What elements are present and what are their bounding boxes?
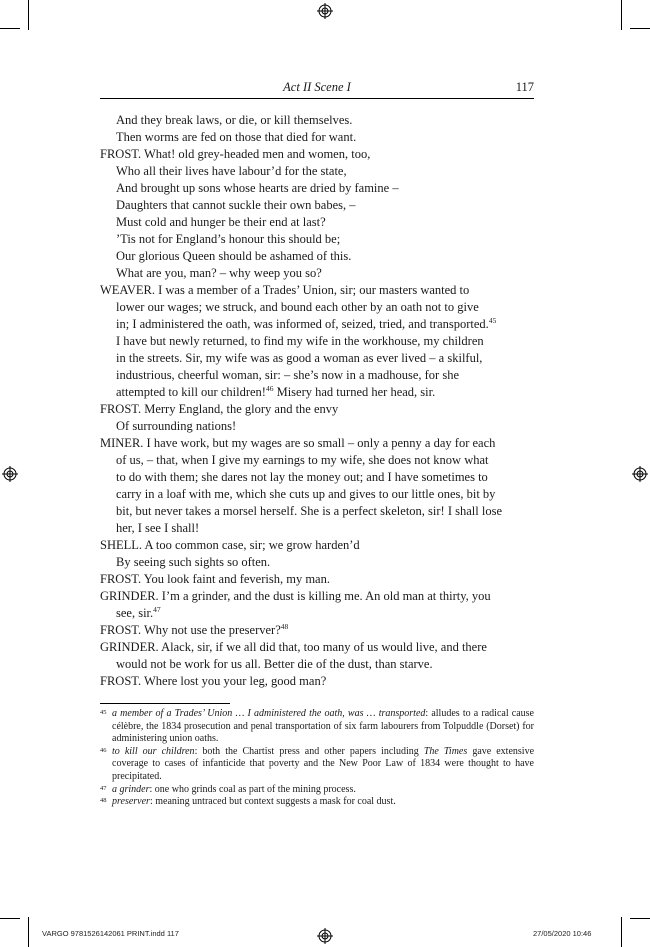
text-line	[100, 537, 540, 554]
crop-mark	[28, 917, 29, 947]
text-line	[100, 163, 540, 180]
text-segment: Of surrounding nations!	[116, 419, 237, 433]
text-line	[100, 248, 540, 265]
text-segment: By seeing such sights so often.	[116, 555, 271, 569]
italic-text: The Times	[423, 745, 468, 757]
text-segment: MINER. I have work, but my wages are so small – only a penny a day for each	[100, 436, 496, 450]
text-line	[100, 639, 540, 656]
text-segment: Daughters that cannot suckle their own babes, –	[116, 198, 356, 212]
registration-mark-icon	[317, 928, 333, 944]
footnote-number: 47	[100, 784, 107, 792]
text-segment: see, sir.	[116, 606, 154, 620]
text-line	[100, 146, 540, 163]
italic-text: to kill our children	[112, 745, 195, 757]
text-segment: her, I see I shall!	[116, 521, 200, 535]
text-line	[100, 469, 540, 486]
text-line	[100, 452, 540, 469]
text-line	[100, 435, 540, 452]
text-segment: Our glorious Queen should be ashamed of this.	[116, 249, 352, 263]
page-number: 117	[515, 80, 534, 94]
text-line	[100, 231, 540, 248]
text-segment: attempted to kill our children!	[116, 385, 266, 399]
text-line	[100, 588, 540, 605]
text-line	[100, 350, 540, 367]
registration-mark-icon	[2, 466, 18, 482]
crop-mark	[630, 28, 650, 29]
text-line	[100, 333, 540, 350]
text-line	[100, 571, 540, 588]
text-line	[100, 503, 540, 520]
text-segment: And they break laws, or die, or kill themselves.	[116, 113, 353, 127]
text-segment: lower our wages; we struck, and bound each other by an oath not to give	[116, 300, 479, 314]
text-line	[100, 214, 540, 231]
text-segment: And brought up sons whose hearts are dried by famine –	[116, 181, 399, 195]
text-line	[100, 486, 540, 503]
italic-text: a member of a Trades’ Union … I administered the oath, was … transported	[112, 708, 426, 719]
text-line	[100, 316, 540, 333]
text-line	[100, 129, 540, 146]
running-header-title: Act II Scene I	[283, 80, 351, 94]
text-segment: industrious, cheerful woman, sir: – she’s now in a madhouse, for she	[116, 368, 459, 382]
play-text	[100, 112, 540, 690]
text-line	[100, 112, 540, 129]
text-segment: : both the Chartist press and other papers including	[194, 745, 424, 757]
text-line	[100, 622, 540, 639]
text-segment: bit, but never takes a morsel herself. She is a perfect skeleton, sir! I shall lose	[116, 504, 502, 518]
italic-text: preserver	[112, 796, 150, 808]
crop-mark	[630, 918, 650, 919]
crop-mark	[0, 28, 20, 29]
text-segment: in; I administered the oath, was informed of, seized, tried, and transported.	[116, 317, 489, 331]
text-line	[100, 520, 540, 537]
text-line	[100, 299, 540, 316]
text-line	[100, 656, 540, 673]
footnote-rule	[100, 703, 230, 704]
text-segment: gave extensive coverage to cases of infanticide that poverty and the New Poor Law of 1834 were thought to have precipitated.	[112, 745, 535, 782]
text-segment: GRINDER. I’m a grinder, and the dust is killing me. An old man at thirty, you	[100, 589, 491, 603]
text-segment: I have but newly returned, to find my wife in the workhouse, my children	[116, 334, 484, 348]
text-segment: WEAVER. I was a member of a Trades’ Union, sir; our masters wanted to	[100, 283, 470, 297]
footnote-number: 46	[100, 746, 107, 754]
text-line	[100, 197, 540, 214]
registration-mark-icon	[317, 3, 333, 19]
slug-date: 27/05/2020 10:46	[533, 929, 592, 938]
text-line	[100, 282, 540, 299]
footnotes	[100, 708, 534, 809]
text-segment: would not be work for us all. Better die of the dust, than starve.	[116, 657, 433, 671]
crop-mark	[621, 917, 622, 947]
text-segment: FROST. Where lost you your leg, good man?	[100, 674, 327, 688]
slug-file: VARGO 9781526142061 PRINT.indd 117	[42, 929, 179, 938]
text-segment: carry in a loaf with me, which she cuts up and gives to our little ones, bit by	[116, 487, 496, 501]
footnote-ref: 46	[265, 384, 274, 393]
text-segment: FROST. Why not use the preserver?	[100, 623, 281, 637]
text-line	[100, 673, 540, 690]
text-segment: FROST. You look faint and feverish, my man.	[100, 572, 330, 586]
crop-mark	[28, 0, 29, 30]
crop-mark	[0, 918, 20, 919]
text-segment: Then worms are fed on those that died for want.	[116, 130, 357, 144]
text-segment: : one who grinds coal as part of the mining process.	[149, 783, 356, 795]
text-segment: to do with them; she dares not lay the money out; and I have sometimes to	[116, 470, 488, 484]
text-segment: of us, – that, when I give my earnings to my wife, she does not know what	[116, 453, 489, 467]
text-segment: Who all their lives have labour’d for the state,	[116, 164, 347, 178]
footnote-number: 45	[100, 709, 107, 716]
footnote-ref: 45	[488, 316, 497, 325]
footnote-ref: 47	[153, 605, 161, 614]
text-segment: What are you, man? – why weep you so?	[116, 266, 322, 280]
text-line	[100, 401, 540, 418]
text-line	[100, 384, 540, 401]
footnote-number: 48	[100, 797, 107, 805]
text-segment: SHELL. A too common case, sir; we grow harden’d	[100, 538, 360, 552]
text-segment: FROST. Merry England, the glory and the envy	[100, 402, 339, 416]
text-line	[100, 367, 540, 384]
text-line	[100, 418, 540, 435]
text-segment: : alludes to a radical cause célèbre, the 1834 prosecution and penal transportation of six farm labourers from Tolpuddle (Dorset) for administering union oaths.	[112, 708, 534, 745]
registration-mark-icon	[632, 466, 648, 482]
text-line	[100, 554, 540, 571]
footnote-ref: 48	[280, 622, 289, 631]
footnote	[100, 708, 534, 746]
text-segment: FROST. What! old grey-headed men and women, too,	[100, 147, 371, 161]
text-segment: ’Tis not for England’s honour this should be;	[116, 232, 341, 246]
text-line	[100, 265, 540, 282]
text-segment: Misery had turned her head, sir.	[273, 385, 436, 399]
footnote	[100, 796, 534, 809]
italic-text: a grinder	[112, 783, 150, 795]
crop-mark	[621, 0, 622, 30]
text-segment: GRINDER. Alack, sir, if we all did that, too many of us would live, and there	[100, 640, 487, 654]
footnote	[100, 784, 534, 797]
text-line	[100, 605, 540, 622]
text-segment: Must cold and hunger be their end at last?	[116, 215, 326, 229]
text-segment: : meaning untraced but context suggests a mask for coal dust.	[149, 796, 396, 808]
text-line	[100, 180, 540, 197]
text-segment: in the streets. Sir, my wife was as good a woman as ever lived – a skilful,	[116, 351, 483, 365]
footnote	[100, 746, 534, 784]
running-header	[100, 78, 534, 99]
